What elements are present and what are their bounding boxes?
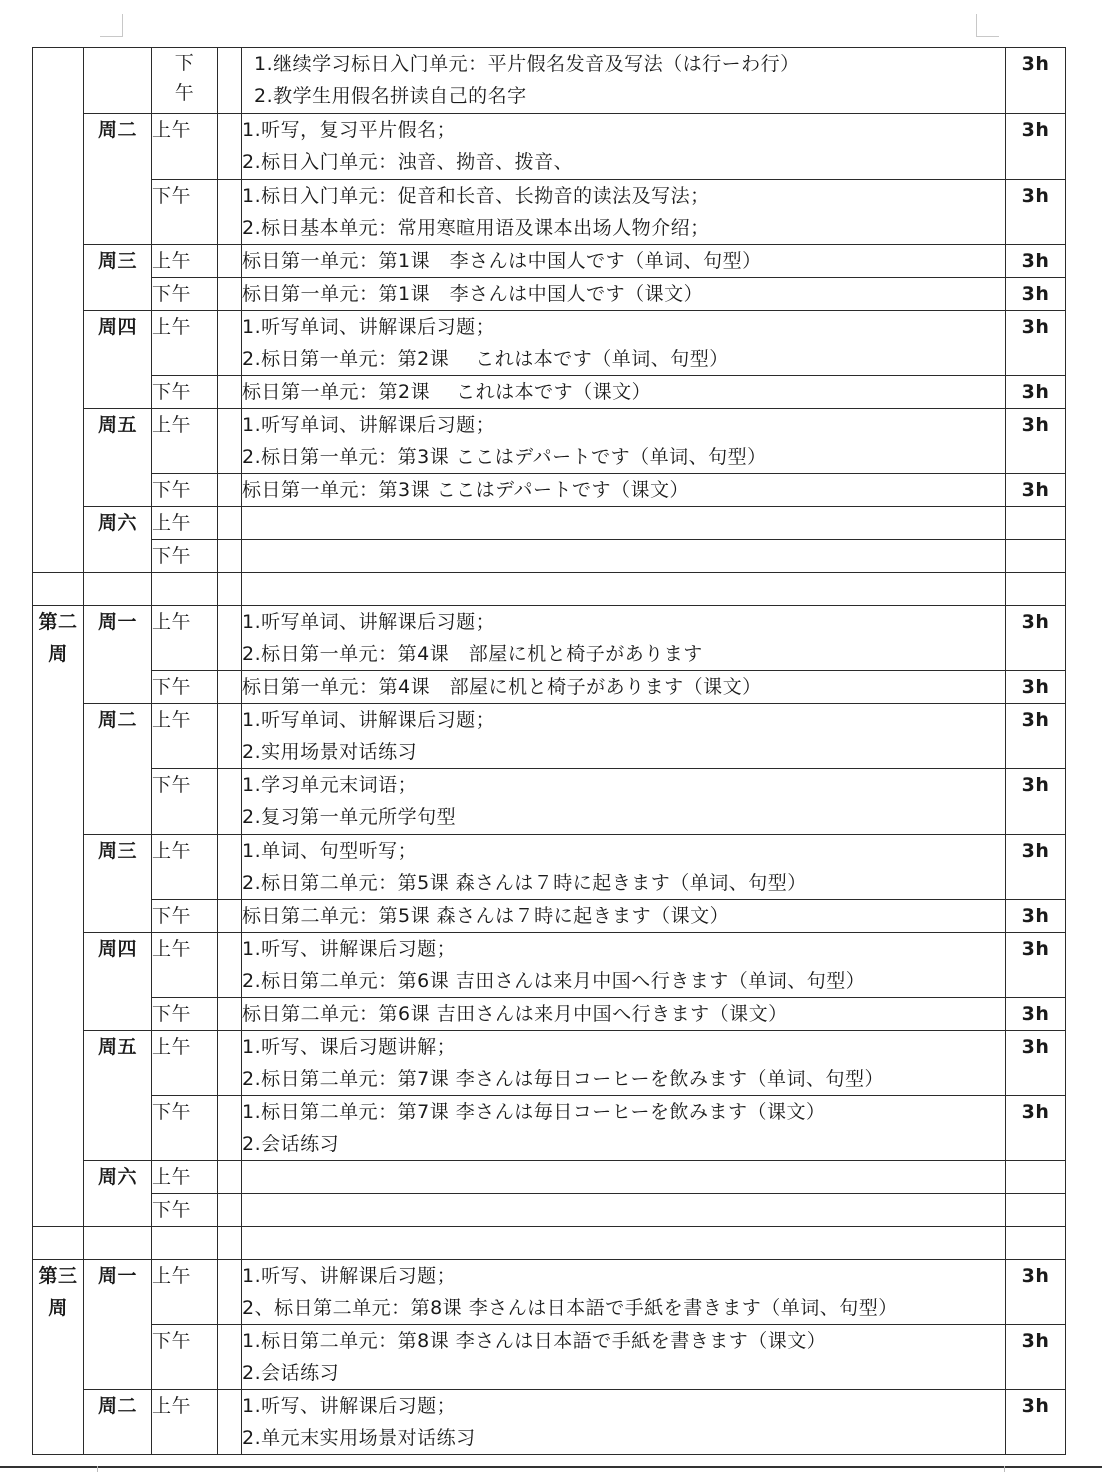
spacer-cell: [218, 278, 242, 311]
session-period: 上午: [152, 114, 218, 180]
spacer-cell: [218, 1096, 242, 1161]
spacer-cell: [218, 1194, 242, 1227]
content-line: 2.标日第二单元：第6课 吉田さんは来月中国へ行きます（单词、句型）: [242, 970, 866, 992]
session-hours: 3h: [1006, 474, 1066, 507]
content-line: 标日第一单元：第2课 これは本です（课文）: [242, 381, 652, 403]
session-period: 下午: [152, 900, 218, 933]
content-line: 1.标日入门单元：促音和长音、长拗音的读法及写法；: [242, 185, 710, 207]
session-hours: 3h: [1006, 998, 1066, 1031]
spacer-cell: [218, 1390, 242, 1455]
session-hours: 3h: [1006, 704, 1066, 769]
session-hours: 3h: [1006, 1260, 1066, 1325]
day-label: 周一: [84, 606, 152, 704]
content-line: 标日第一单元：第1课 李さんは中国人です（单词、句型）: [242, 250, 762, 272]
content-line: 1.听写，复习平片假名；: [242, 119, 457, 141]
separator-cell: [152, 573, 218, 606]
schedule-row: [33, 507, 1066, 540]
session-content: [242, 900, 1006, 933]
page-bottom-edge: [0, 1466, 1102, 1468]
schedule-row: [33, 1161, 1066, 1194]
schedule-row: [33, 671, 1066, 704]
day-label: 周五: [84, 409, 152, 507]
content-line: 2、标日第二单元：第8课 李さんは日本語で手紙を書きます（单词、句型）: [242, 1297, 898, 1319]
schedule-row: [33, 540, 1066, 573]
session-period: 下午: [152, 278, 218, 311]
session-content: [242, 835, 1006, 900]
spacer-cell: [218, 376, 242, 409]
session-content: [242, 507, 1006, 540]
schedule-row: [33, 114, 1066, 180]
schedule-row: [33, 933, 1066, 998]
session-content: [242, 409, 1006, 474]
session-content: [242, 998, 1006, 1031]
content-line: 2.会话练习: [242, 1362, 340, 1384]
page-corner-mark: [976, 14, 999, 37]
schedule-row: [33, 311, 1066, 376]
spacer-cell: [218, 474, 242, 507]
day-label: [84, 48, 152, 114]
content-line: 1.听写单词、讲解课后习题；: [242, 611, 496, 633]
content-line: 2.标日第二单元：第5课 森さんは７時に起きます（单词、句型）: [242, 872, 807, 894]
schedule-row: [33, 245, 1066, 278]
session-hours: [1006, 1161, 1066, 1194]
schedule-row: [33, 180, 1066, 245]
session-period: 下午: [152, 998, 218, 1031]
session-hours: 3h: [1006, 769, 1066, 835]
session-content: [242, 311, 1006, 376]
schedule-row: [33, 1194, 1066, 1227]
session-content: [242, 769, 1006, 835]
session-hours: 3h: [1006, 180, 1066, 245]
session-hours: 3h: [1006, 671, 1066, 704]
separator-cell: [152, 1227, 218, 1260]
session-content: [242, 474, 1006, 507]
separator-cell: [218, 573, 242, 606]
session-period: 上午: [152, 704, 218, 769]
separator-cell: [218, 1227, 242, 1260]
content-line: 1.听写单词、讲解课后习题；: [242, 316, 496, 338]
schedule-row: [33, 769, 1066, 835]
content-line: 2.会话练习: [242, 1133, 340, 1155]
day-label: 周二: [84, 704, 152, 835]
schedule-row: [33, 48, 1066, 114]
session-period: 上午: [152, 1031, 218, 1096]
schedule-row: [33, 835, 1066, 900]
content-line: 2.标日基本单元：常用寒暄用语及课本出场人物介绍；: [242, 217, 710, 239]
session-content: [242, 245, 1006, 278]
content-line: 1.听写、讲解课后习题；: [242, 1265, 457, 1287]
spacer-cell: [218, 114, 242, 180]
spacer-cell: [218, 311, 242, 376]
session-content: [242, 1161, 1006, 1194]
session-period: 上午: [152, 1161, 218, 1194]
content-line: 2.复习第一单元所学句型: [242, 806, 457, 828]
day-label: 周四: [84, 311, 152, 409]
spacer-cell: [218, 998, 242, 1031]
spacer-cell: [218, 1031, 242, 1096]
session-hours: 3h: [1006, 409, 1066, 474]
session-hours: [1006, 540, 1066, 573]
session-hours: [1006, 1194, 1066, 1227]
session-content: [242, 114, 1006, 180]
session-hours: 3h: [1006, 606, 1066, 671]
spacer-cell: [218, 671, 242, 704]
separator-cell: [242, 1227, 1006, 1260]
schedule-row: [33, 900, 1066, 933]
session-period: 上午: [152, 606, 218, 671]
session-period: 下午: [152, 671, 218, 704]
content-line: 2.实用场景对话练习: [242, 741, 418, 763]
session-content: [242, 1096, 1006, 1161]
session-content: [242, 376, 1006, 409]
session-content: [242, 1390, 1006, 1455]
spacer-cell: [218, 900, 242, 933]
session-period: 上午: [152, 835, 218, 900]
session-period: 上午: [152, 409, 218, 474]
content-line: 1.听写单词、讲解课后习题；: [242, 414, 496, 436]
day-label: 周二: [84, 114, 152, 245]
content-line: 标日第二单元：第5课 森さんは７時に起きます（课文）: [242, 905, 730, 927]
spacer-cell: [218, 1161, 242, 1194]
schedule-row: [33, 998, 1066, 1031]
schedule-table: [32, 47, 1066, 1455]
session-period: 下午: [152, 1096, 218, 1161]
separator-cell: [1006, 573, 1066, 606]
session-content: [242, 1194, 1006, 1227]
session-period: 下午: [152, 769, 218, 835]
schedule-row: [33, 376, 1066, 409]
session-hours: 3h: [1006, 1031, 1066, 1096]
schedule-row: [33, 278, 1066, 311]
session-content: [242, 1260, 1006, 1325]
spacer-cell: [218, 769, 242, 835]
week-label: 第三周: [33, 1260, 84, 1455]
schedule-row: [33, 704, 1066, 769]
spacer-cell: [218, 48, 242, 114]
content-line: 2.标日第一单元：第2课 これは本です（单词、句型）: [242, 348, 729, 370]
session-content: [242, 48, 1006, 114]
separator-cell: [1006, 1227, 1066, 1260]
session-period: 上午: [152, 933, 218, 998]
content-line: 标日第二单元：第6课 吉田さんは来月中国へ行きます（课文）: [242, 1003, 788, 1025]
session-period: 下午: [152, 48, 218, 114]
day-label: 周三: [84, 245, 152, 311]
spacer-cell: [218, 540, 242, 573]
session-period: 下午: [152, 376, 218, 409]
day-label: 周一: [84, 1260, 152, 1390]
session-content: [242, 671, 1006, 704]
session-period: 上午: [152, 507, 218, 540]
content-line: 2.单元末实用场景对话练习: [242, 1427, 476, 1449]
page-corner-mark: [97, 1466, 124, 1472]
session-hours: 3h: [1006, 245, 1066, 278]
content-line: 1.听写、讲解课后习题；: [242, 938, 457, 960]
session-content: [242, 704, 1006, 769]
session-content: [242, 540, 1006, 573]
content-line: 2.标日第一单元：第4课 部屋に机と椅子があります: [242, 643, 703, 665]
content-line: 2.标日第一单元：第3课 ここはデパートです（单词、句型）: [242, 446, 767, 468]
session-period: 下午: [152, 180, 218, 245]
session-hours: 3h: [1006, 933, 1066, 998]
session-content: [242, 933, 1006, 998]
separator-cell: [33, 1227, 84, 1260]
day-label: 周二: [84, 1390, 152, 1455]
session-period: 上午: [152, 1260, 218, 1325]
session-content: [242, 1031, 1006, 1096]
schedule-row: [33, 409, 1066, 474]
page-corner-mark: [100, 14, 123, 37]
day-label: 周六: [84, 1161, 152, 1227]
schedule-row: [33, 1325, 1066, 1390]
session-period: 上午: [152, 1390, 218, 1455]
content-line: 1.继续学习标日入门单元：平片假名发音及写法（は行ーわ行）: [254, 53, 800, 75]
spacer-cell: [218, 606, 242, 671]
session-period: 下午: [152, 474, 218, 507]
session-hours: 3h: [1006, 114, 1066, 180]
schedule-body: [33, 48, 1066, 1455]
session-period: 上午: [152, 245, 218, 278]
schedule-row: [33, 1390, 1066, 1455]
session-hours: [1006, 507, 1066, 540]
session-hours: 3h: [1006, 376, 1066, 409]
session-hours: 3h: [1006, 1390, 1066, 1455]
session-content: [242, 278, 1006, 311]
session-period: 下午: [152, 1194, 218, 1227]
page-corner-mark: [978, 1466, 1005, 1472]
week-label: 第二周: [33, 606, 84, 1227]
session-period: 下午: [152, 540, 218, 573]
separator-cell: [84, 573, 152, 606]
session-hours: 3h: [1006, 1096, 1066, 1161]
schedule-row: [33, 1096, 1066, 1161]
day-label: 周四: [84, 933, 152, 1031]
schedule-row: [33, 606, 1066, 671]
content-line: 1.听写单词、讲解课后习题；: [242, 709, 496, 731]
content-line: 2.教学生用假名拼读自己的名字: [254, 85, 527, 107]
content-line: 2.标日第二单元：第7课 李さんは毎日コーヒーを飲みます（单词、句型）: [242, 1068, 884, 1090]
day-label: 周三: [84, 835, 152, 933]
spacer-cell: [218, 507, 242, 540]
content-line: 标日第一单元：第3课 ここはデパートです（课文）: [242, 479, 689, 501]
session-hours: 3h: [1006, 48, 1066, 114]
spacer-cell: [218, 835, 242, 900]
content-line: 1.标日第二单元：第7课 李さんは毎日コーヒーを飲みます（课文）: [242, 1101, 826, 1123]
content-line: 1.单词、句型听写；: [242, 840, 418, 862]
week-label: [33, 48, 84, 573]
separator-cell: [242, 573, 1006, 606]
separator-row: [33, 573, 1066, 606]
content-line: 标日第一单元：第1课 李さんは中国人です（课文）: [242, 283, 704, 305]
session-period: 上午: [152, 311, 218, 376]
session-period: 下午: [152, 1325, 218, 1390]
spacer-cell: [218, 933, 242, 998]
content-line: 1.听写、讲解课后习题；: [242, 1395, 457, 1417]
schedule-row: [33, 1031, 1066, 1096]
content-line: 标日第一单元：第4课 部屋に机と椅子があります（课文）: [242, 676, 762, 698]
session-hours: 3h: [1006, 1325, 1066, 1390]
spacer-cell: [218, 1325, 242, 1390]
content-line: 1.听写、课后习题讲解；: [242, 1036, 457, 1058]
content-line: 1.标日第二单元：第8课 李さんは日本語で手紙を書きます（课文）: [242, 1330, 827, 1352]
session-hours: 3h: [1006, 900, 1066, 933]
schedule-row: [33, 474, 1066, 507]
content-line: 2.标日入门单元：浊音、拗音、拨音、: [242, 151, 574, 173]
session-hours: 3h: [1006, 835, 1066, 900]
spacer-cell: [218, 704, 242, 769]
day-label: 周五: [84, 1031, 152, 1161]
separator-cell: [33, 573, 84, 606]
spacer-cell: [218, 180, 242, 245]
spacer-cell: [218, 245, 242, 278]
schedule-row: [33, 1260, 1066, 1325]
day-label: 周六: [84, 507, 152, 573]
session-hours: 3h: [1006, 278, 1066, 311]
content-line: 1.学习单元末词语；: [242, 774, 418, 796]
separator-cell: [84, 1227, 152, 1260]
session-content: [242, 606, 1006, 671]
session-content: [242, 1325, 1006, 1390]
spacer-cell: [218, 409, 242, 474]
spacer-cell: [218, 1260, 242, 1325]
separator-row: [33, 1227, 1066, 1260]
session-content: [242, 180, 1006, 245]
session-hours: 3h: [1006, 311, 1066, 376]
